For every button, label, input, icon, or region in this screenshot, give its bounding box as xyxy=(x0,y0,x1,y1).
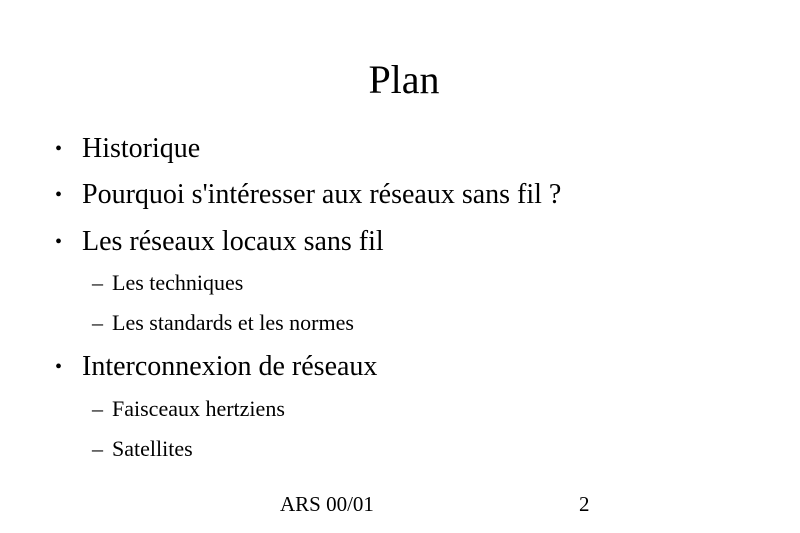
sub-list-item-text: Faisceaux hertziens xyxy=(112,396,285,421)
sub-list-item-text: Les standards et les normes xyxy=(112,310,354,335)
list-item-text: Les réseaux locaux sans fil xyxy=(82,226,384,257)
bullet-marker: • xyxy=(55,138,63,160)
page-number: 2 xyxy=(579,492,590,516)
dash-marker: – xyxy=(92,310,103,335)
sub-list-item-text: Satellites xyxy=(112,436,193,461)
bullet-marker: • xyxy=(55,184,63,206)
bullet-marker: • xyxy=(55,231,63,253)
slide-title: Plan xyxy=(368,57,440,102)
list-item-text: Interconnexion de réseaux xyxy=(82,351,378,382)
dash-marker: – xyxy=(92,396,103,421)
sub-list-item-text: Les techniques xyxy=(112,270,244,295)
bullet-marker: • xyxy=(55,356,63,378)
list-item-text: Historique xyxy=(82,133,201,164)
dash-marker: – xyxy=(92,436,103,461)
dash-marker: – xyxy=(92,270,103,295)
footer-label: ARS 00/01 xyxy=(280,492,374,516)
list-item-text: Pourquoi s'intéresser aux réseaux sans fil ? xyxy=(82,179,562,210)
